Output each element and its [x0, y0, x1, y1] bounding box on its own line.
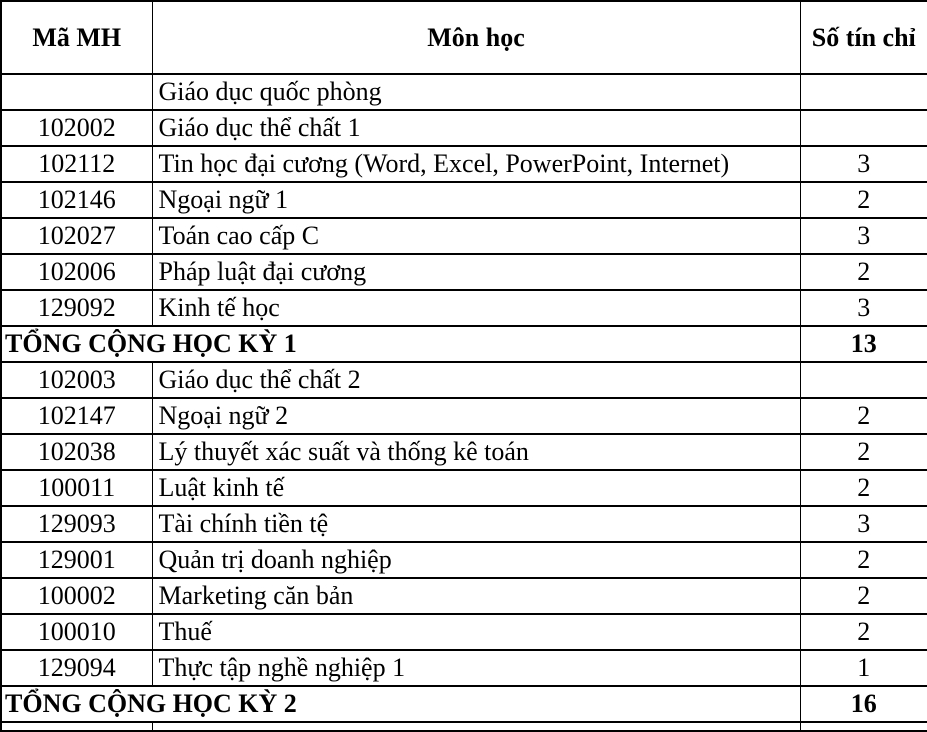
course-name-cell: Ngoại ngữ 1 [152, 182, 800, 218]
header-row [1, 1, 927, 74]
total-label-cell: TỔNG CỘNG HỌC KỲ 1 [1, 326, 800, 362]
course-credits-cell [800, 110, 927, 146]
course-code-cell: 102146 [1, 182, 152, 218]
column-header-code: Mã MH [1, 1, 152, 74]
course-code-cell: 100010 [1, 614, 152, 650]
column-header-credits: Số tín chỉ [800, 1, 927, 74]
course-name-cell: Giáo dục thể chất 1 [152, 110, 800, 146]
course-credits-cell [800, 722, 927, 731]
course-name-cell: Tài chính tiền tệ [152, 506, 800, 542]
total-credits-cell: 13 [800, 326, 927, 362]
total-credits-cell: 16 [800, 686, 927, 722]
course-name-cell: Thực tập nghề nghiệp 1 [152, 650, 800, 686]
course-code-cell: 102147 [1, 398, 152, 434]
course-name-cell: Thuế [152, 614, 800, 650]
course-code-cell: 102027 [1, 218, 152, 254]
table-row [1, 290, 927, 326]
course-code-cell: 129093 [1, 506, 152, 542]
course-name-cell: Luật kinh tế [152, 470, 800, 506]
course-name-cell [152, 722, 800, 731]
course-credits-cell [800, 74, 927, 110]
course-credits-cell: 3 [800, 290, 927, 326]
course-name-cell: Ngoại ngữ 2 [152, 398, 800, 434]
course-name-cell: Toán cao cấp C [152, 218, 800, 254]
course-name-cell: Marketing căn bản [152, 578, 800, 614]
course-credits-cell: 3 [800, 146, 927, 182]
partial-row [1, 722, 927, 731]
table-body [1, 74, 927, 731]
course-name-cell: Lý thuyết xác suất và thống kê toán [152, 434, 800, 470]
course-name-cell: Quản trị doanh nghiệp [152, 542, 800, 578]
course-credits-cell: 2 [800, 182, 927, 218]
table-row [1, 506, 927, 542]
course-code-cell: 129001 [1, 542, 152, 578]
table-row [1, 182, 927, 218]
table-row [1, 542, 927, 578]
table-row [1, 578, 927, 614]
table-row [1, 110, 927, 146]
table-row [1, 254, 927, 290]
course-credits-cell: 3 [800, 506, 927, 542]
column-header-name: Môn học [152, 1, 800, 74]
course-code-cell: 129092 [1, 290, 152, 326]
course-name-cell: Pháp luật đại cương [152, 254, 800, 290]
semester-total-row [1, 686, 927, 722]
table-row [1, 470, 927, 506]
course-code-cell: 102006 [1, 254, 152, 290]
course-code-cell: 102002 [1, 110, 152, 146]
semester-total-row [1, 326, 927, 362]
course-credits-cell: 1 [800, 650, 927, 686]
table-row [1, 74, 927, 110]
table-row [1, 146, 927, 182]
table-row [1, 398, 927, 434]
table-row [1, 614, 927, 650]
course-credits-cell: 2 [800, 578, 927, 614]
table-row [1, 434, 927, 470]
course-credits-cell: 2 [800, 398, 927, 434]
table-row [1, 362, 927, 398]
course-name-cell: Tin học đại cương (Word, Excel, PowerPoint, Internet) [152, 146, 800, 182]
course-credits-cell: 2 [800, 470, 927, 506]
course-code-cell: 102038 [1, 434, 152, 470]
course-code-cell [1, 722, 152, 731]
course-credits-cell: 2 [800, 542, 927, 578]
total-label-cell: TỔNG CỘNG HỌC KỲ 2 [1, 686, 800, 722]
course-name-cell: Kinh tế học [152, 290, 800, 326]
course-name-cell: Giáo dục quốc phòng [152, 74, 800, 110]
table-row [1, 218, 927, 254]
course-code-cell: 129094 [1, 650, 152, 686]
course-code-cell: 100002 [1, 578, 152, 614]
course-credits-cell: 3 [800, 218, 927, 254]
course-credits-cell: 2 [800, 434, 927, 470]
course-code-cell: 102003 [1, 362, 152, 398]
course-code-cell: 100011 [1, 470, 152, 506]
course-code-cell: 102112 [1, 146, 152, 182]
course-code-cell [1, 74, 152, 110]
course-credits-cell: 2 [800, 254, 927, 290]
table-header [1, 1, 927, 74]
course-name-cell: Giáo dục thể chất 2 [152, 362, 800, 398]
table-row [1, 650, 927, 686]
course-credits-cell: 2 [800, 614, 927, 650]
course-credits-cell [800, 362, 927, 398]
